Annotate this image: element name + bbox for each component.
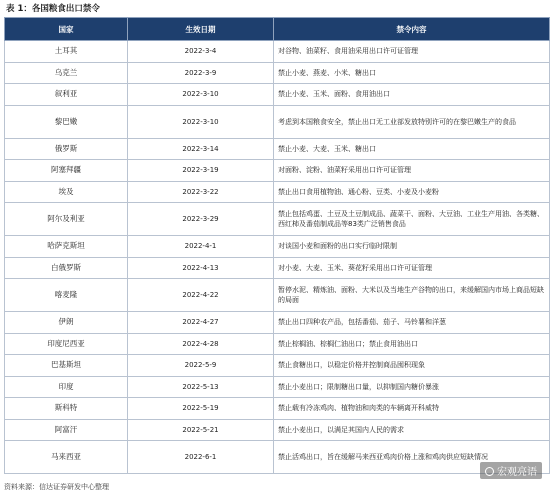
content-cell: 对面粉、淀粉、油菜籽采用出口许可证管理 (274, 160, 550, 182)
table-row (5, 84, 550, 106)
source-note: 资料来源：信达证券研发中心整理 (4, 483, 109, 491)
header-date: 生效日期 (128, 18, 274, 41)
table-row (5, 312, 550, 334)
country-cell: 阿塞拜疆 (5, 160, 128, 182)
date-cell: 2022-4-27 (128, 312, 274, 334)
content-cell: 暂停水泥、精炼油、面粉、大米以及当地生产谷物的出口，来缓解国内市场上商品短缺的局面 (274, 279, 550, 312)
country-cell: 喀麦隆 (5, 279, 128, 312)
country-cell: 土耳其 (5, 41, 128, 63)
header-country: 国家 (5, 18, 128, 41)
country-cell: 黎巴嫩 (5, 105, 128, 138)
table-body (5, 41, 550, 474)
ban-table-container (4, 17, 549, 474)
date-cell: 2022-4-13 (128, 257, 274, 279)
date-cell: 2022-3-19 (128, 160, 274, 182)
date-cell: 2022-3-22 (128, 181, 274, 203)
content-cell: 禁止小麦、大麦、玉米、糖出口 (274, 138, 550, 160)
country-cell: 白俄罗斯 (5, 257, 128, 279)
country-cell: 伊朗 (5, 312, 128, 334)
date-cell: 2022-6-1 (128, 441, 274, 474)
date-cell: 2022-5-21 (128, 419, 274, 441)
header-content: 禁令内容 (274, 18, 550, 41)
country-cell: 巴基斯坦 (5, 355, 128, 377)
content-cell: 禁止载有冷冻鸡肉、植物油和肉类的车辆离开科威特 (274, 398, 550, 420)
table-row (5, 236, 550, 258)
table-row (5, 181, 550, 203)
content-cell: 对谷物、油菜籽、食用油采用出口许可证管理 (274, 41, 550, 63)
date-cell: 2022-3-10 (128, 84, 274, 106)
country-cell: 阿富汗 (5, 419, 128, 441)
table-row (5, 355, 550, 377)
table-row (5, 203, 550, 236)
content-cell: 对小麦、大麦、玉米、葵花籽采用出口许可证管理 (274, 257, 550, 279)
country-cell: 阿尔及利亚 (5, 203, 128, 236)
table-row (5, 62, 550, 84)
watermark (480, 462, 542, 479)
table-header-row (5, 18, 550, 41)
country-cell: 印度尼西亚 (5, 333, 128, 355)
table-row (5, 257, 550, 279)
table-row (5, 160, 550, 182)
content-cell: 禁止棕榈油、棕榈仁油出口；禁止食用油出口 (274, 333, 550, 355)
content-cell: 禁止出口食用植物油、通心粉、豆类、小麦及小麦粉 (274, 181, 550, 203)
date-cell: 2022-3-29 (128, 203, 274, 236)
table-row (5, 41, 550, 63)
date-cell: 2022-3-10 (128, 105, 274, 138)
date-cell: 2022-5-13 (128, 376, 274, 398)
date-cell: 2022-4-22 (128, 279, 274, 312)
table-row (5, 398, 550, 420)
watermark-text: 宏观亮语 (497, 467, 537, 478)
country-cell: 印度 (5, 376, 128, 398)
country-cell: 乌克兰 (5, 62, 128, 84)
table-row (5, 138, 550, 160)
date-cell: 2022-4-28 (128, 333, 274, 355)
content-cell: 禁止小麦、玉米、面粉、食用油出口 (274, 84, 550, 106)
table-row (5, 441, 550, 474)
table-row (5, 376, 550, 398)
date-cell: 2022-5-9 (128, 355, 274, 377)
content-cell: 禁止包括鸡蛋、土豆及土豆制成品、蔬菜干、面粉、大豆油、工业生产用油、各类糖、西红柿及番茄制成品等83类广泛销售食品 (274, 203, 550, 236)
content-cell: 禁止出口四种农产品，包括番茄、茄子、马铃薯和洋葱 (274, 312, 550, 334)
content-cell: 禁止食糖出口，以稳定价格并控制商品囤积现象 (274, 355, 550, 377)
content-cell: 禁止小麦出口，以满足其国内人民的需求 (274, 419, 550, 441)
country-cell: 埃及 (5, 181, 128, 203)
country-cell: 俄罗斯 (5, 138, 128, 160)
content-cell: 禁止活鸡出口，旨在缓解马来西亚鸡肉价格上涨和鸡肉供应短缺情况 (274, 441, 550, 474)
date-cell: 2022-3-9 (128, 62, 274, 84)
table-row (5, 419, 550, 441)
table-title: 表 1：各国粮食出口禁令 (6, 4, 100, 14)
date-cell: 2022-4-1 (128, 236, 274, 258)
table-row (5, 105, 550, 138)
export-ban-table (4, 17, 550, 474)
country-cell: 哈萨克斯坦 (5, 236, 128, 258)
date-cell: 2022-3-14 (128, 138, 274, 160)
content-cell: 禁止小麦出口；限制糖出口量，以抑制国内糖价暴涨 (274, 376, 550, 398)
country-cell: 叙利亚 (5, 84, 128, 106)
content-cell: 考虑到本国粮食安全，禁止出口无工业部发放特别许可的在黎巴嫩生产的食品 (274, 105, 550, 138)
date-cell: 2022-5-19 (128, 398, 274, 420)
date-cell: 2022-3-4 (128, 41, 274, 63)
content-cell: 对谈国小麦和面粉的出口实行临时限制 (274, 236, 550, 258)
content-cell: 禁止小麦、燕麦、小米、糖出口 (274, 62, 550, 84)
country-cell: 斯科特 (5, 398, 128, 420)
wechat-icon (485, 467, 494, 476)
country-cell: 马来西亚 (5, 441, 128, 474)
table-row (5, 279, 550, 312)
table-row (5, 333, 550, 355)
